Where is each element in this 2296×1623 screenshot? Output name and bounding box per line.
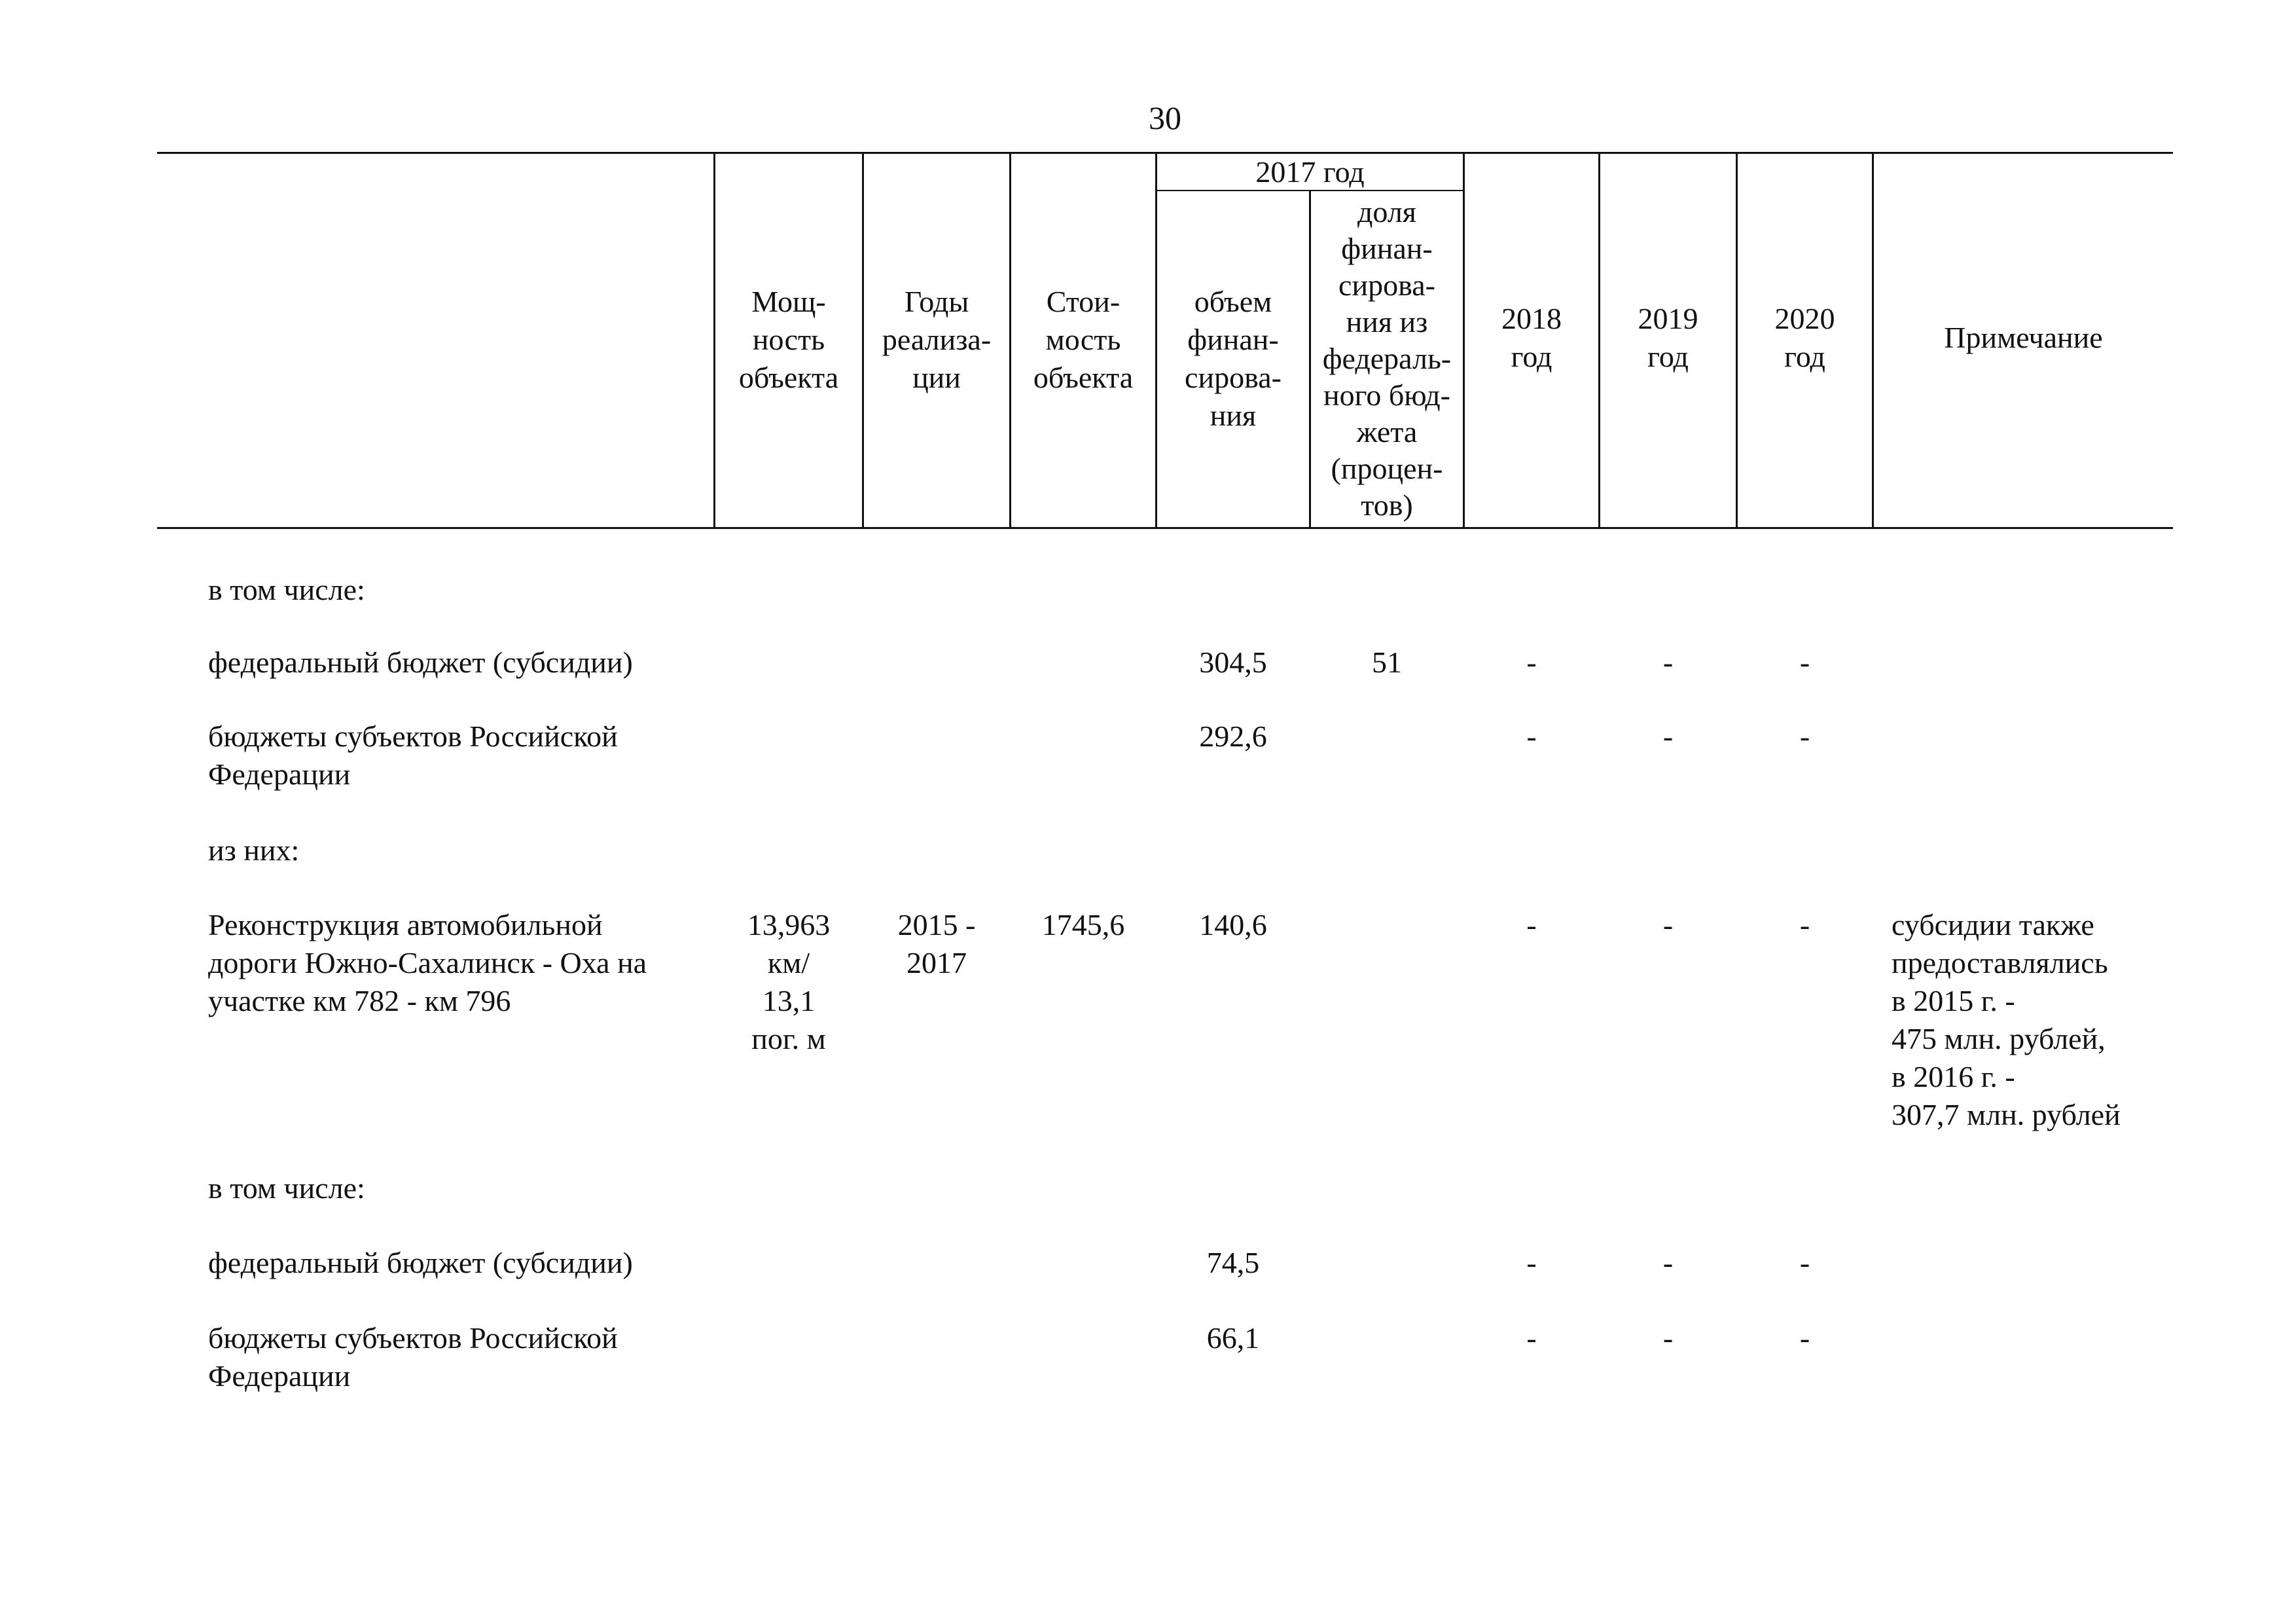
page-number: 30 bbox=[1149, 100, 1181, 136]
row-2018: - bbox=[1526, 908, 1537, 941]
header-2019: 2019 год bbox=[1638, 302, 1698, 373]
row-volume: 292,6 bbox=[1199, 720, 1267, 753]
row-volume: 304,5 bbox=[1199, 646, 1267, 679]
row-label: в том числе: bbox=[208, 573, 365, 606]
row-2019: - bbox=[1662, 1321, 1674, 1355]
row-years: 2015 - 2017 bbox=[897, 908, 976, 979]
header-group-2017: 2017 год bbox=[1255, 155, 1365, 189]
row-note: субсидии также предоставлялись в 2015 г. - 475 млн. рублей, в 2016 г. - 307,7 млн. рублей bbox=[1892, 908, 2121, 1131]
row-2020: - bbox=[1799, 1321, 1810, 1355]
row-label: бюджеты субъектов Российской Федерации bbox=[208, 1321, 618, 1393]
row-label: бюджеты субъектов Российской Федерации bbox=[208, 720, 618, 791]
row-2018: - bbox=[1526, 720, 1537, 753]
row-cost: 1745,6 bbox=[1041, 908, 1125, 941]
row-2019: - bbox=[1662, 646, 1674, 679]
header-years: Годы реализа- ции bbox=[882, 285, 992, 394]
row-share: 51 bbox=[1372, 646, 1402, 679]
row-2019: - bbox=[1662, 720, 1674, 753]
header-2018: 2018 год bbox=[1501, 302, 1562, 373]
row-label: из них: bbox=[208, 833, 300, 867]
row-2019: - bbox=[1662, 908, 1674, 941]
row-2020: - bbox=[1799, 1246, 1810, 1279]
header-2020: 2020 год bbox=[1774, 302, 1835, 373]
header-note: Примечание bbox=[1944, 321, 2103, 354]
row-volume: 140,6 bbox=[1199, 908, 1267, 941]
row-volume: 66,1 bbox=[1206, 1321, 1260, 1355]
row-2018: - bbox=[1526, 1246, 1537, 1279]
row-volume: 74,5 bbox=[1206, 1246, 1260, 1279]
row-label: Реконструкция автомобильной дороги Южно-Сахалинск - Оха на участке км 782 - км 796 bbox=[208, 908, 647, 1017]
row-2018: - bbox=[1526, 1321, 1537, 1355]
row-2018: - bbox=[1526, 646, 1537, 679]
header-bottom-rule bbox=[157, 527, 2173, 529]
header-power: Мощ- ность объекта bbox=[738, 285, 839, 394]
row-label: в том числе: bbox=[208, 1171, 365, 1205]
header-volume: объем финан- сирова- ния bbox=[1185, 285, 1282, 432]
row-2020: - bbox=[1799, 720, 1810, 753]
row-2020: - bbox=[1799, 646, 1810, 679]
header-share: доля финан- сирова- ния из федераль- ного бюд- жета (процен- тов) bbox=[1322, 195, 1452, 522]
row-2019: - bbox=[1662, 1246, 1674, 1279]
row-label: федеральный бюджет (субсидии) bbox=[208, 646, 633, 679]
header-cost: Стои- мость объекта bbox=[1033, 285, 1134, 394]
row-2020: - bbox=[1799, 908, 1810, 941]
row-power: 13,963 км/ 13,1 пог. м bbox=[747, 908, 831, 1055]
row-label: федеральный бюджет (субсидии) bbox=[208, 1246, 633, 1279]
